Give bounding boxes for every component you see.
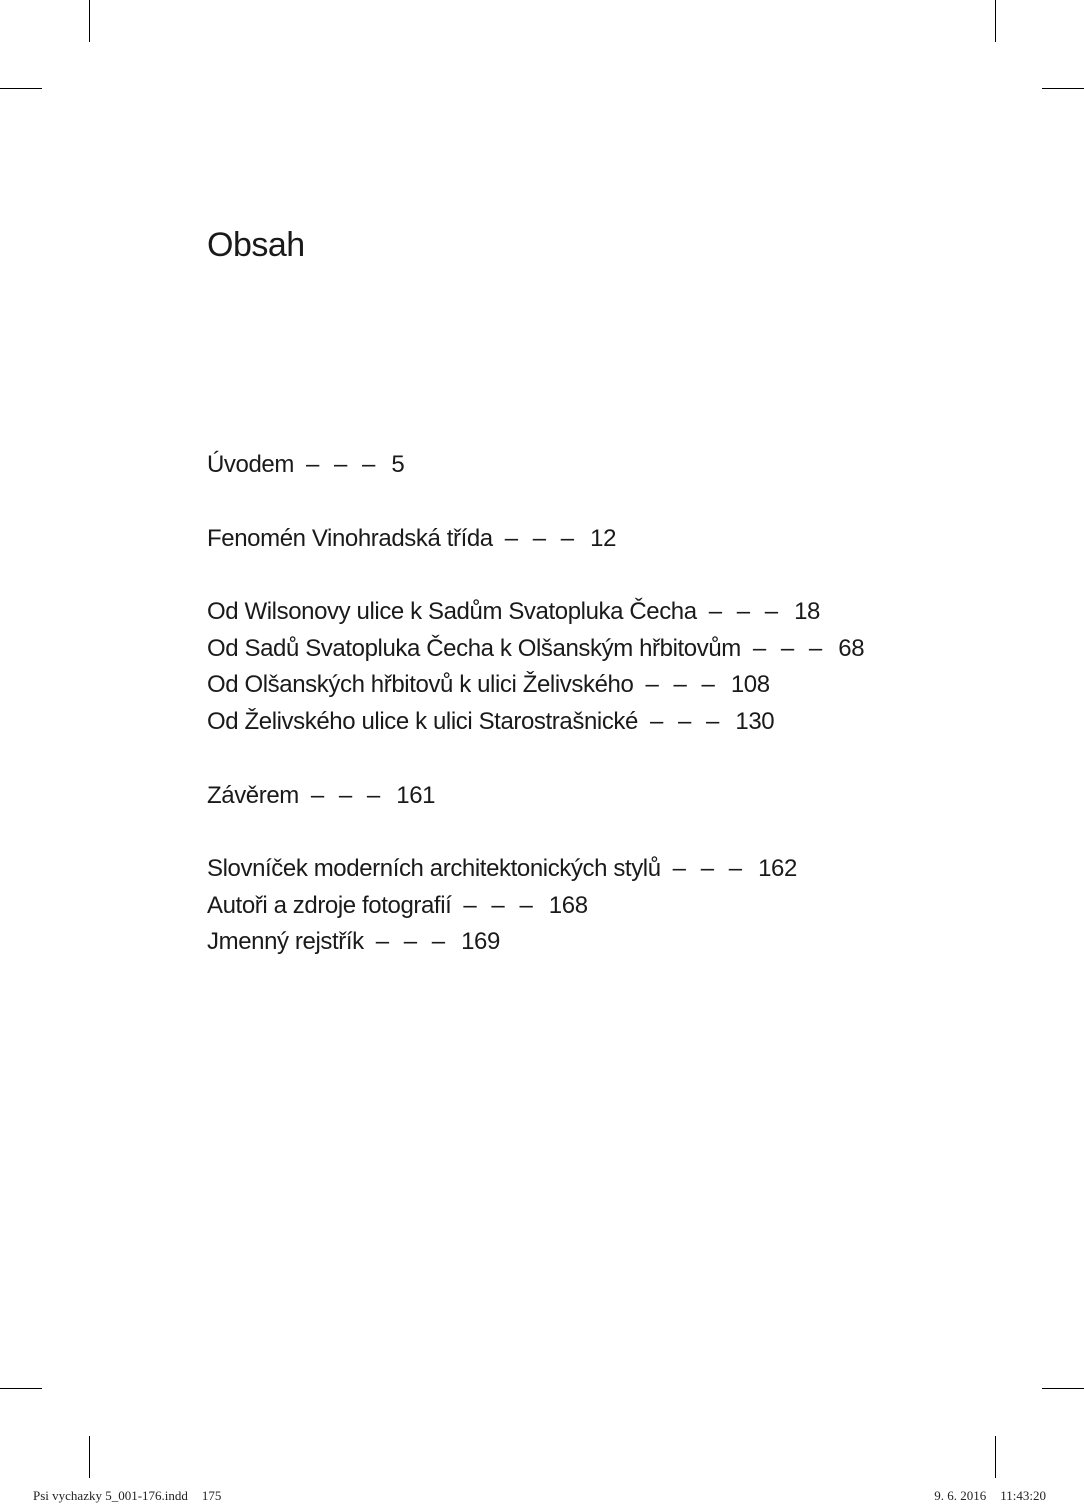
toc-entry-label: Od Olšanských hřbitovů k ulici Želivského bbox=[207, 671, 634, 699]
toc-page-number: 168 bbox=[548, 891, 588, 919]
toc-leader-dashes: – – – bbox=[375, 928, 450, 956]
toc-leader-dashes: – – – bbox=[305, 451, 380, 478]
toc-leader-dashes: – – – bbox=[708, 598, 783, 626]
toc-entry-label: Fenomén Vinohradská třída bbox=[207, 524, 493, 552]
table-of-contents bbox=[207, 447, 967, 998]
crop-mark-bottom-left bbox=[89, 1436, 90, 1478]
toc-page-number: 12 bbox=[590, 524, 617, 552]
toc-entry bbox=[207, 778, 967, 815]
toc-entry bbox=[207, 447, 967, 484]
toc-entry-label: Od Sadů Svatopluka Čecha k Olšanským hřbitovům bbox=[207, 634, 741, 662]
toc-leader-dashes: – – – bbox=[649, 707, 724, 735]
toc-entry-label: Od Wilsonovy ulice k Sadům Svatopluka Čecha bbox=[207, 598, 697, 626]
crop-mark-bottom-right-h bbox=[1042, 1388, 1084, 1389]
toc-entry-label: Úvodem bbox=[207, 451, 294, 478]
toc-page-number: 161 bbox=[396, 781, 436, 809]
toc-leader-dashes: – – – bbox=[645, 671, 719, 699]
toc-leader-dashes: – – – bbox=[752, 634, 827, 662]
toc-group bbox=[207, 778, 967, 815]
slug-date: 9. 6. 2016 bbox=[934, 1488, 987, 1503]
crop-mark-top-right-h bbox=[1042, 88, 1084, 89]
toc-entry bbox=[207, 667, 967, 704]
toc-leader-dashes: – – – bbox=[504, 524, 579, 552]
slug-time: 11:43:20 bbox=[1000, 1488, 1046, 1503]
toc-page-number: 18 bbox=[794, 598, 821, 626]
toc-group bbox=[207, 594, 967, 740]
slug-filename: Psi vychazky 5_001-176.indd bbox=[33, 1488, 188, 1503]
toc-entry-label: Slovníček moderních architektonických stylů bbox=[207, 855, 661, 883]
toc-entry bbox=[207, 704, 967, 741]
crop-mark-top-left bbox=[89, 0, 90, 42]
toc-leader-dashes: – – – bbox=[310, 781, 385, 809]
crop-mark-top-right bbox=[995, 0, 996, 42]
print-slug-file bbox=[33, 1488, 221, 1504]
toc-group bbox=[207, 521, 967, 558]
toc-leader-dashes: – – – bbox=[463, 891, 537, 919]
toc-entry-label: Závěrem bbox=[207, 781, 299, 809]
toc-page-number: 108 bbox=[730, 671, 770, 699]
toc-group bbox=[207, 851, 967, 961]
crop-mark-bottom-left-h bbox=[0, 1388, 42, 1389]
toc-page-number: 130 bbox=[735, 707, 775, 735]
crop-mark-top-left-h bbox=[0, 88, 42, 89]
toc-entry bbox=[207, 888, 967, 925]
toc-entry bbox=[207, 521, 967, 558]
toc-page-number: 169 bbox=[461, 928, 500, 956]
toc-entry bbox=[207, 594, 967, 631]
toc-entry bbox=[207, 851, 967, 888]
toc-entry-label: Jmenný rejstřík bbox=[207, 928, 364, 956]
toc-page-number: 68 bbox=[838, 634, 865, 662]
crop-mark-bottom-right bbox=[995, 1436, 996, 1478]
slug-page-number: 175 bbox=[201, 1488, 222, 1503]
print-slug-timestamp bbox=[934, 1488, 1046, 1504]
toc-entry-label: Od Želivského ulice k ulici Starostrašnické bbox=[207, 707, 638, 735]
toc-entry bbox=[207, 924, 967, 961]
toc-group bbox=[207, 447, 967, 484]
toc-leader-dashes: – – – bbox=[672, 855, 747, 883]
toc-page-number: 162 bbox=[758, 855, 797, 883]
toc-entry bbox=[207, 631, 967, 668]
toc-page-number: 5 bbox=[391, 451, 405, 478]
toc-entry-label: Autoři a zdroje fotografií bbox=[207, 891, 452, 919]
page-title: Obsah bbox=[207, 226, 305, 264]
